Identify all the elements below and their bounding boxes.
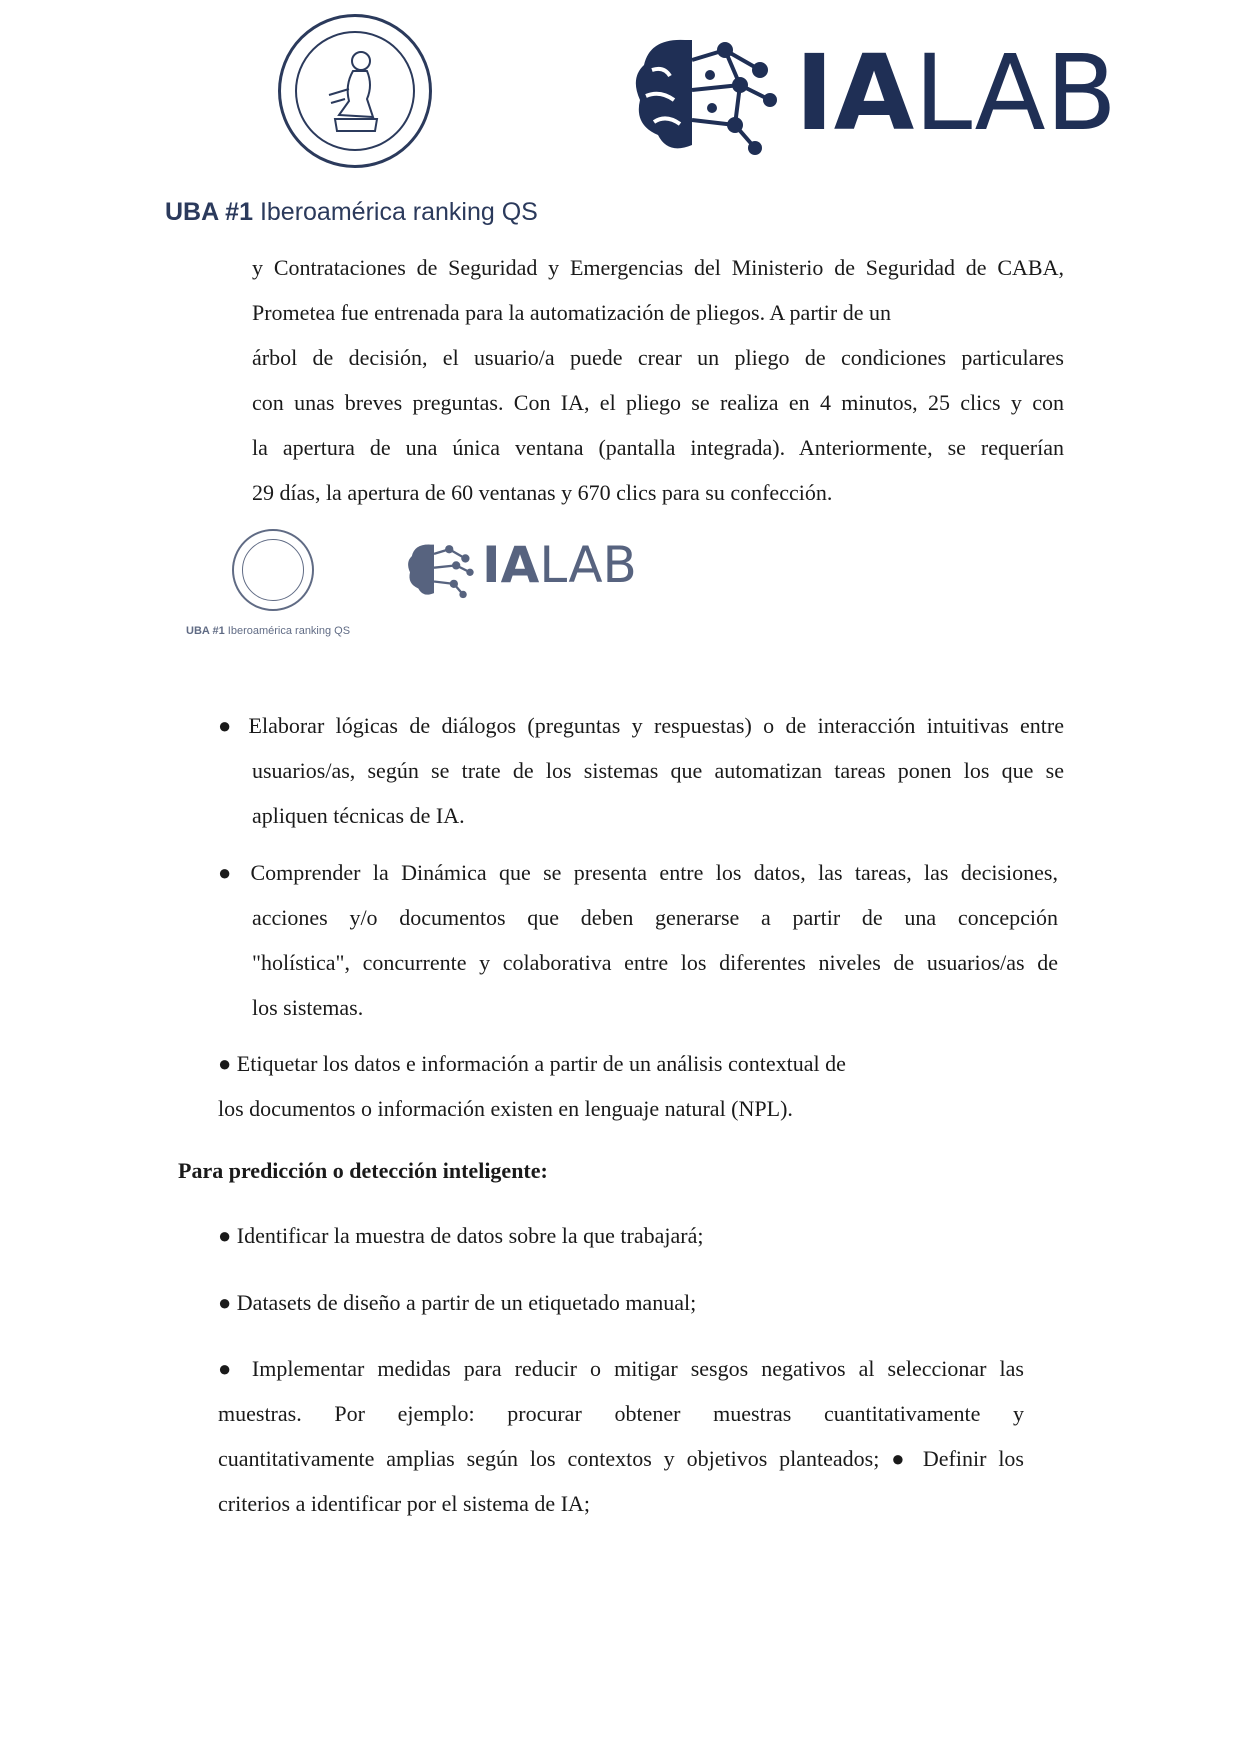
brand-lab-text: LAB — [914, 32, 1118, 154]
bullet-item — [218, 1041, 1064, 1131]
small-brand-ia-text: IA — [482, 536, 540, 594]
bullet-line: los sistemas. — [252, 995, 364, 1020]
small-ranking-text: Iberoamérica ranking QS — [227, 625, 351, 637]
bullet-item — [218, 1280, 696, 1325]
brain-network-icon — [630, 30, 780, 160]
bullet-line: ● Comprender la Dinámica que se presenta entre los datos, las tareas, las decisiones, — [218, 860, 1058, 885]
ialab-logo — [630, 30, 1118, 160]
intro-line: y Contrataciones de Seguridad y Emergencias del Ministerio de Seguridad de CABA, — [252, 255, 1064, 280]
bullet-item — [218, 1213, 703, 1258]
small-ranking-bold: UBA #1 — [186, 625, 225, 637]
brand-ia-text: IA — [795, 32, 915, 154]
small-uba-seal-logo — [232, 529, 314, 611]
intro-line: Prometea fue entrenada para la automatización de pliegos. A partir de un — [252, 300, 891, 325]
intro-paragraph — [252, 245, 1064, 515]
small-seal-inner-ring — [242, 539, 304, 601]
intro-line: con unas breves preguntas. Con IA, el pliego se realiza en 4 minutos, 25 clics y con — [252, 390, 1064, 415]
final-line: cuantitativamente amplias según los contextos y objetivos planteados; ● Definir los — [218, 1446, 1024, 1471]
bullet-line: ● Elaborar lógicas de diálogos (preguntas y respuestas) o de interacción intuitivas entre — [218, 713, 1064, 738]
ranking-line — [165, 198, 538, 227]
section-heading: Para predicción o detección inteligente: — [178, 1158, 548, 1183]
small-logo-block — [180, 525, 640, 645]
intro-line: la apertura de una única ventana (pantalla integrada). Anteriormente, se requerían — [252, 435, 1064, 460]
final-paragraph — [218, 1346, 1024, 1526]
bullet-item — [218, 703, 1064, 838]
intro-line: árbol de decisión, el usuario/a puede crear un pliego de condiciones particulares — [252, 345, 1064, 370]
bullet-line: ● Datasets de diseño a partir de un etiquetado manual; — [218, 1290, 697, 1315]
intro-line: 29 días, la apertura de 60 ventanas y 670 clics para su confección. — [252, 480, 833, 505]
final-line: muestras. Por ejemplo: procurar obtener muestras cuantitativamente y — [218, 1401, 1024, 1426]
bullet-line: ● Etiquetar los datos e información a partir de un análisis contextual de — [218, 1051, 846, 1076]
final-line: ● Implementar medidas para reducir o mitigar sesgos negativos al seleccionar las — [218, 1356, 1024, 1381]
small-brand-lab-text: LAB — [539, 536, 637, 594]
bullet-line: apliquen técnicas de IA. — [252, 803, 465, 828]
ranking-bold: UBA #1 — [165, 198, 253, 226]
bullet-line: los documentos o información existen en lenguaje natural (NPL). — [218, 1096, 793, 1121]
final-line: criterios a identificar por el sistema de IA; — [218, 1491, 591, 1516]
ranking-text: Iberoamérica ranking QS — [259, 198, 538, 226]
bullet-line: "holística", concurrente y colaborativa entre los diferentes niveles de usuarios/as de — [252, 950, 1058, 975]
bullet-line: acciones y/o documentos que deben generarse a partir de una concepción — [252, 905, 1058, 930]
seal-figure-icon — [315, 45, 395, 137]
small-ranking-line — [186, 625, 350, 637]
bullet-item — [218, 850, 1058, 1030]
small-brain-network-icon — [405, 540, 475, 600]
bullet-line: usuarios/as, según se trate de los sistemas que automatizan tareas ponen los que se — [252, 758, 1064, 783]
uba-seal-logo — [278, 14, 432, 168]
bullet-line: ● Identificar la muestra de datos sobre la que trabajará; — [218, 1223, 704, 1248]
